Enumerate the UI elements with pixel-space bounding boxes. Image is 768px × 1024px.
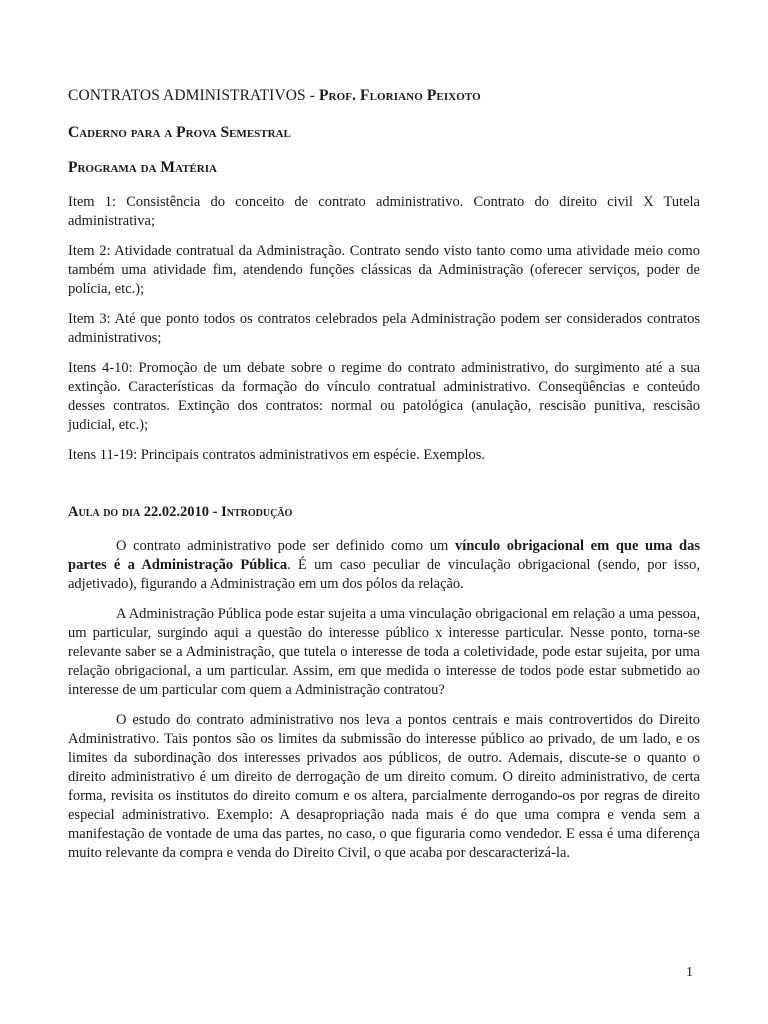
program-item: Item 3: Até que ponto todos os contratos celebrados pela Administração podem ser considerados contratos administrativos;: [68, 311, 700, 346]
professor-name: Prof. Floriano Peixoto: [318, 87, 481, 104]
paragraph-text: . É um caso peculiar de vinculação obrigacional (sendo, por isso, adjetivado), figurando a Administração em um dos pólos da relação.: [68, 557, 700, 592]
program-item: Itens 11-19: Principais contratos administrativos em espécie. Exemplos.: [68, 447, 486, 463]
body-paragraph: O estudo do contrato administrativo nos leva a pontos centrais e mais controvertidos do Direito Administrativo. Tais pontos são os limites da submissão do interesse público ao privado, de um lado, e os limites da subordinação dos interesses privados aos públicos, de outro. Ademais, discute-se o quanto o direito administrativo é um direito de derrogação de um direito comum. O direito administrativo, de certa forma, revisita os institutos do direito comum e os altera, parcialmente derrogando-os por regras de direito especial administrativo. Exemplo: A desapropriação nada mais é do que uma compra e venda sem a manifestação de vontade de uma das partes, no caso, o que figuraria como vendedor. E essa é uma diferença muito relevante da compra e venda do Direito Civil, o que acaba por descaracterizá-la.: [68, 712, 700, 861]
program-item: Item 1: Consistência do conceito de contrato administrativo. Contrato do direito civil X Tutela administrativa;: [68, 194, 700, 229]
body-paragraph: A Administração Pública pode estar sujeita a uma vinculação obrigacional em relação a uma pessoa, um particular, surgindo aqui a questão do interesse público x interesse particular. Nesse ponto, torna-se relevante saber se a Administração, que tutela o interesse de toda a coletividade, pode estar sujeita, por uma relação obrigacional, a um particular. Assim, em que medida o interesse de todos pode estar submetido ao interesse de um particular com quem a Administração contratou?: [68, 606, 700, 698]
program-item: Itens 4-10: Promoção de um debate sobre o regime do contrato administrativo, do surgimento até a sua extinção. Características da formação do vínculo contratual administrativo. Conseqüências e conteúdo desses contratos. Extinção dos contratos: normal ou patológica (anulação, rescisão punitiva, rescisão judicial, etc.);: [68, 360, 700, 433]
document-title-main: CONTRATOS ADMINISTRATIVOS -: [68, 87, 315, 104]
page-number: 1: [686, 965, 693, 980]
document-page: [68, 86, 700, 874]
lecture-heading: Aula do dia 22.02.2010 - Introdução: [68, 504, 293, 520]
program-heading: Programa da Matéria: [68, 159, 217, 176]
body-paragraph: [68, 537, 700, 594]
document-title: [68, 86, 700, 106]
paragraph-bold-definition: vínculo obrigacional em que uma das partes é a Administração Pública: [68, 538, 700, 573]
paragraph-text: O contrato administrativo pode ser definido como um: [116, 538, 455, 554]
program-item: Item 2: Atividade contratual da Administração. Contrato sendo visto tanto como uma atividade meio como também uma atividade fim, atendendo funções clássicas da Administração (oferecer serviços, poder de polícia, etc.);: [68, 243, 700, 297]
document-subtitle: Caderno para a Prova Semestral: [68, 124, 291, 141]
